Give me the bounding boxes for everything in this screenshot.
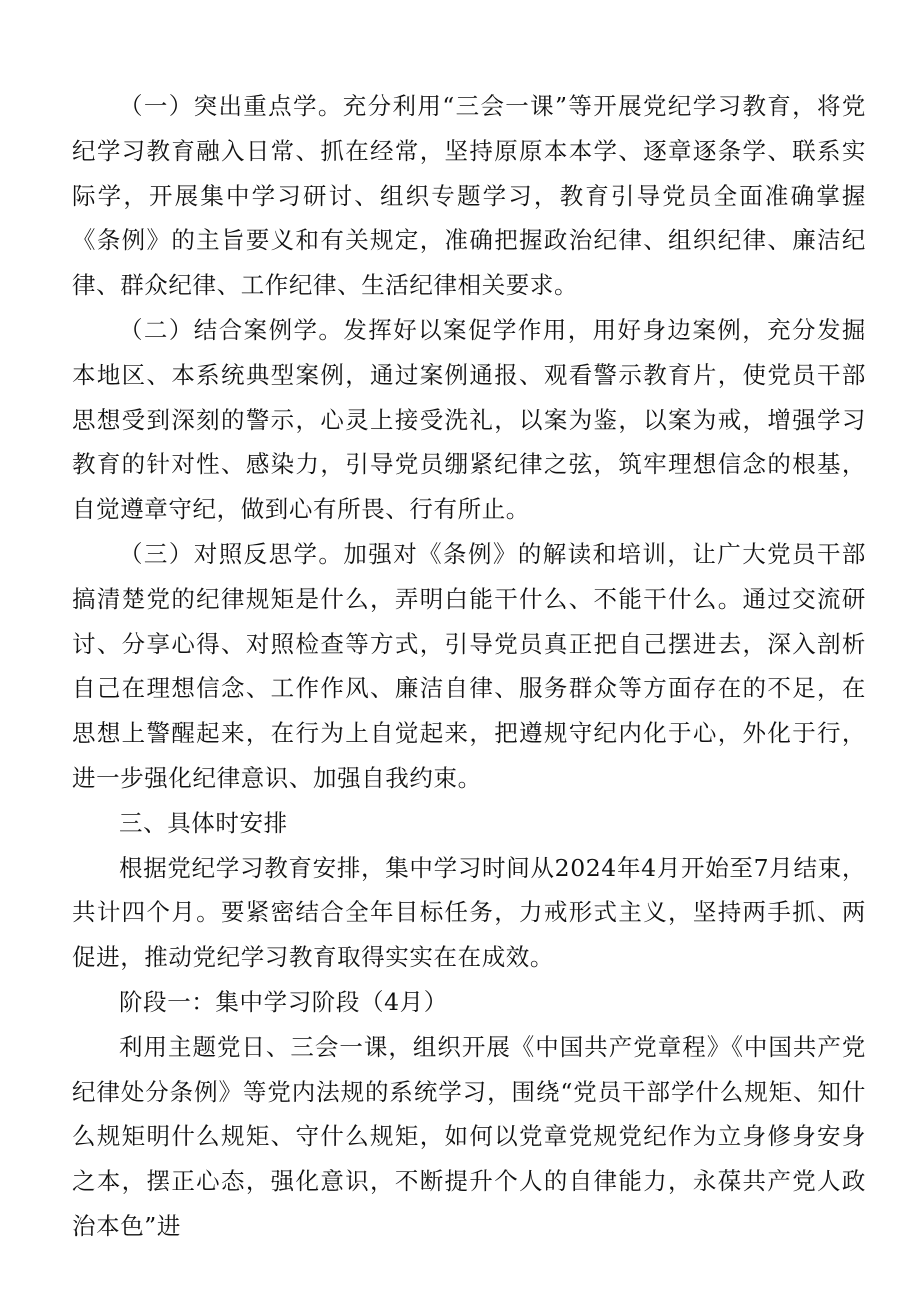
paragraph-schedule: 根据党纪学习教育安排，集中学习时间从2024年4月开始至7月结束，共计四个月。要紧密结合全年目标任务，力戒形式主义，坚持两手抓、两促进，推动党纪学习教育取得实实在在成效。 — [72, 853, 866, 972]
paragraph-case-study: （二）结合案例学。发挥好以案促学作用，用好身边案例，充分发掘本地区、本系统典型案例，通过案例通报、观看警示教育片，使党员干部思想受到深刻的警示，心灵上接受洗礼，以案为鉴，以案为戒，增强学习教育的针对性、感染力，引导党员绷紧纪律之弦，筑牢理想信念的根基，自觉遵章守纪，做到心有所畏、行有所止。 — [72, 315, 866, 524]
paragraph-stage-one: 利用主题党日、三会一课，组织开展《中国共产党章程》《中国共产党纪律处分条例》等党内法规的系统学习，围绕“党员干部学什么规矩、知什么规矩明什么规矩、守什么规矩，如何以党章党规党纪作为立身修身安身之本，摆正心态，强化意识，不断提升个人的自律能力，永葆共产党人政治本色”进 — [72, 1032, 866, 1240]
section-heading-schedule: 三、具体时安排 — [119, 808, 288, 837]
paragraph-focus-study: （一）突出重点学。充分利用“三会一课”等开展党纪学习教育，将党纪学习教育融入日常、抓在经常，坚持原原本本学、逐章逐条学、联系实际学，开展集中学习研讨、组织专题学习，教育引导党员全面准确掌握《条例》的主旨要义和有关规定，准确把握政治纪律、组织纪律、廉洁纪律、群众纪律、工作纪律、生活纪律相关要求。 — [72, 92, 866, 300]
paragraph-reflection-study: （三）对照反思学。加强对《条例》的解读和培训，让广大党员干部搞清楚党的纪律规矩是什么，弄明白能干什么、不能干什么。通过交流研讨、分享心得、对照检查等方式，引导党员真正把自己摆进去，深入剖析自己在理想信念、工作作风、廉洁自律、服务群众等方面存在的不足，在思想上警醒起来，在行为上自觉起来，把遵规守纪内化于心，外化于行，进一步强化纪律意识、加强自我约束。 — [72, 539, 866, 792]
stage-one-heading: 阶段一：集中学习阶段（4月） — [119, 987, 448, 1016]
document-body — [72, 84, 866, 1249]
